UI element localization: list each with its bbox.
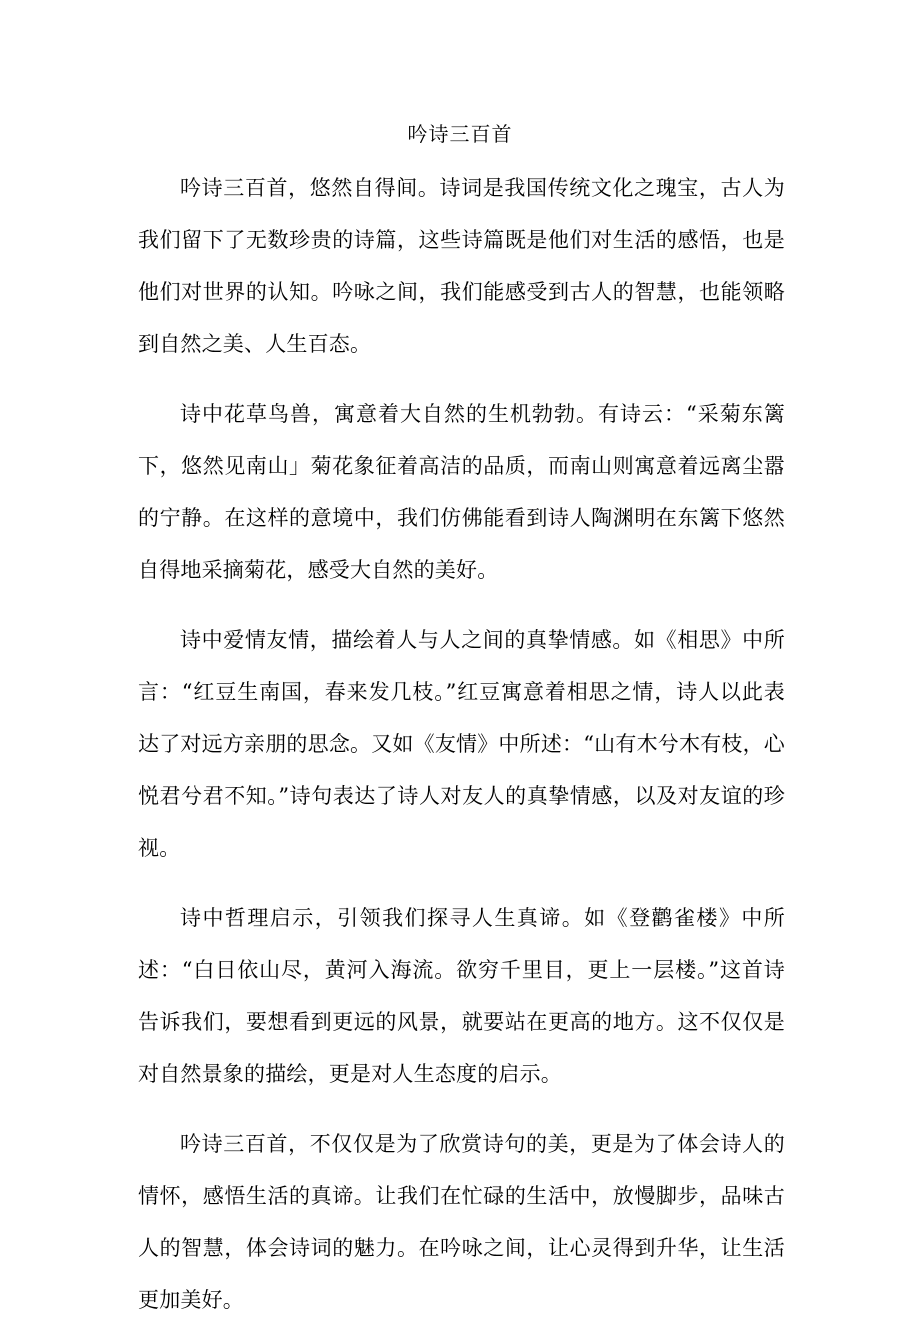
paragraph-philosophy: 诗中哲理启示，引领我们探寻人生真谛。如《登鹳雀楼》中所述：“白日依山尽，黄河入海流。欲穷千里目，更上一层楼。”这首诗告诉我们，要想看到更远的风景，就要站在更高的地方。这不仅仅是对自然景象的描绘，更是对人生态度的启示。 [138, 906, 785, 1086]
paragraph-love-friendship: 诗中爱情友情，描绘着人与人之间的真挚情感。如《相思》中所言：“红豆生南国，春来发几枝。”红豆寓意着相思之情，诗人以此表达了对远方亲朋的思念。又如《友情》中所述：“山有木兮木有枝，心悦君兮君不知。”诗句表达了诗人对友人的真挚情感，以及对友谊的珍视。 [138, 628, 785, 860]
paragraph-nature: 诗中花草鸟兽，寓意着大自然的生机勃勃。有诗云：“采菊东篱下，悠然见南山」菊花象征着高洁的品质，而南山则寓意着远离尘嚣的宁静。在这样的意境中，我们仿佛能看到诗人陶渊明在东篱下悠然自得地采摘菊花，感受大自然的美好。 [138, 402, 785, 582]
document-body [138, 162, 785, 1344]
document-title: 吟诗三百首 [407, 122, 513, 146]
paragraph-intro: 吟诗三百首，悠然自得间。诗词是我国传统文化之瑰宝，古人为我们留下了无数珍贵的诗篇，这些诗篇既是他们对生活的感悟，也是他们对世界的认知。吟咏之间，我们能感受到古人的智慧，也能领略到自然之美、人生百态。 [138, 176, 785, 356]
paragraph-conclusion: 吟诗三百首，不仅仅是为了欣赏诗句的美，更是为了体会诗人的情怀，感悟生活的真谛。让我们在忙碌的生活中，放慢脚步，品味古人的智慧，体会诗词的魅力。在吟咏之间，让心灵得到升华，让生活更加美好。 [138, 1132, 785, 1312]
